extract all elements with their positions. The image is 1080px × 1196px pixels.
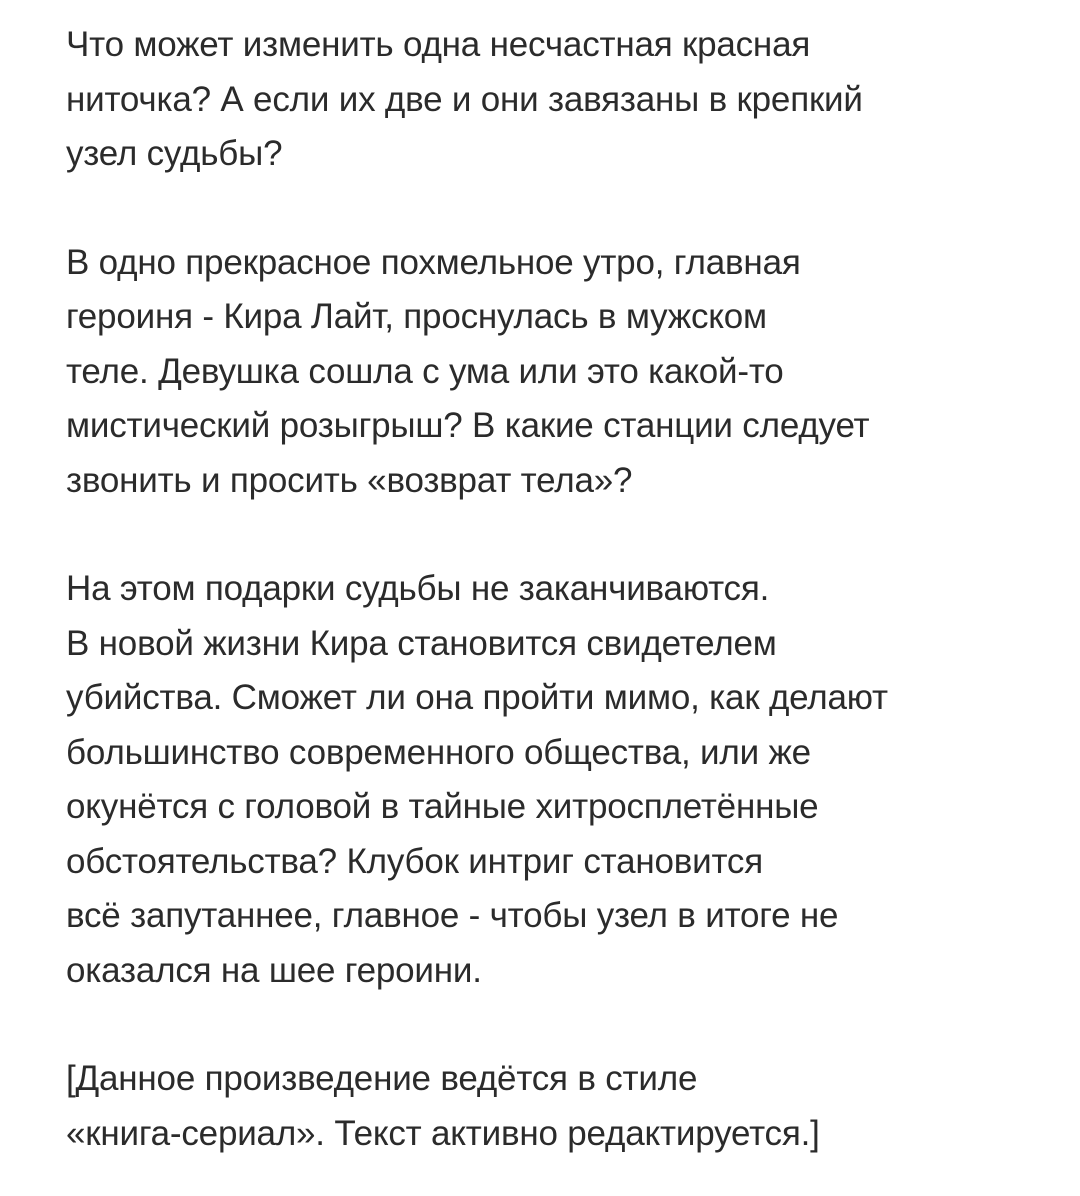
text-line: окунётся с головой в тайные хитросплетённые (66, 787, 819, 826)
text-line: ниточка? А если их две и они завязаны в крепкий (66, 79, 863, 119)
text-line: оказался на шее героини. (66, 950, 482, 990)
text-line: героиня - Кира Лайт, проснулась в мужском (66, 297, 767, 336)
text-line: Что может изменить одна несчастная красная (66, 25, 811, 64)
text-line: На этом подарки судьбы не заканчиваются. (66, 569, 770, 608)
paragraph-note (66, 1052, 1050, 1161)
text-line: большинство современного общества, или же (66, 732, 811, 772)
paragraph-intro (66, 18, 1050, 182)
text-line: В новой жизни Кира становится свидетелем (66, 623, 777, 663)
text-line: обстоятельства? Клубок интриг становится (66, 841, 763, 881)
text-line: убийства. Сможет ли она пройти мимо, как делают (66, 678, 888, 717)
text-line: «книга-сериал». Текст активно редактируется.] (66, 1113, 820, 1153)
text-line: всё запутаннее, главное - чтобы узел в итоге не (66, 896, 839, 935)
text-line: теле. Девушка сошла с ума или это какой-то (66, 351, 784, 391)
text-line: В одно прекрасное похмельное утро, главная (66, 242, 801, 282)
paragraph-plot (66, 236, 1050, 509)
text-line: звонить и просить «возврат тела»? (66, 460, 633, 500)
text-line: [Данное произведение ведётся в стиле (66, 1059, 698, 1098)
text-line: узел судьбы? (66, 134, 283, 173)
text-line: мистический розыгрыш? В какие станции следует (66, 406, 870, 445)
paragraph-continuation (66, 562, 1050, 998)
